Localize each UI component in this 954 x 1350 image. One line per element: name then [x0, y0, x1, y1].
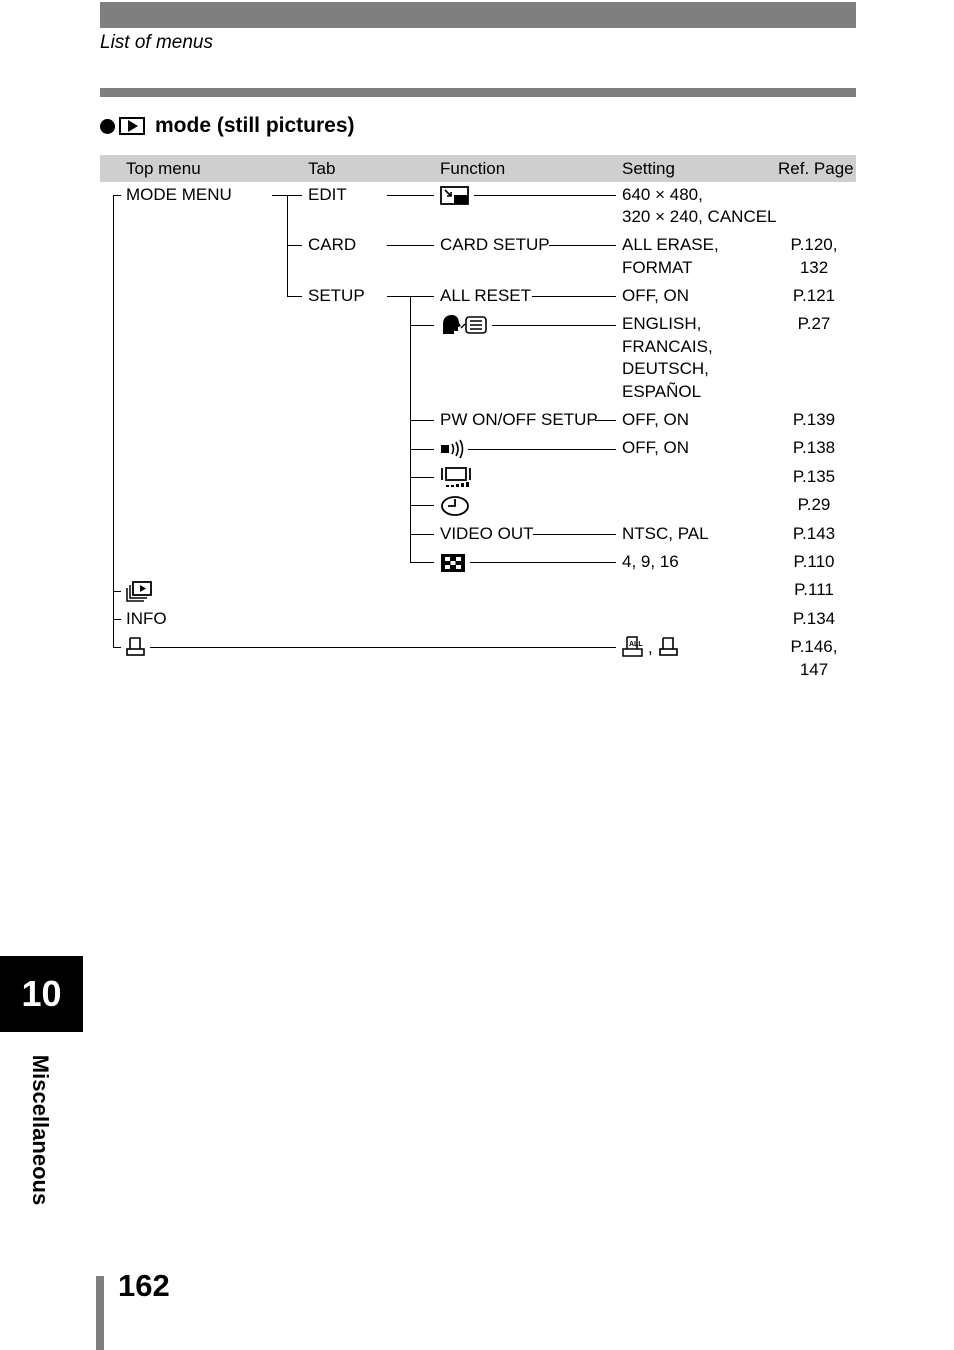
tab-setup: SETUP	[308, 286, 365, 305]
setting-resize-1: 640 × 480,	[622, 185, 703, 204]
svg-text:ALL: ALL	[629, 641, 643, 648]
setting-index: 4, 9, 16	[622, 552, 679, 571]
ref-print-2: 147	[799, 660, 829, 679]
ref-pw: P.139	[792, 410, 836, 429]
language-icon	[440, 314, 490, 336]
ref-slideshow: P.111	[794, 580, 834, 599]
monitor-brightness-icon	[440, 467, 472, 489]
chapter-label: Miscellaneous	[28, 1054, 53, 1206]
tab-card: CARD	[308, 235, 357, 254]
print-order-icon	[126, 637, 146, 657]
all-print-icon	[622, 636, 646, 658]
page-number: 162	[118, 1268, 170, 1303]
ref-beep: P.138	[792, 438, 836, 457]
header-top-menu: Top menu	[126, 159, 201, 178]
print-icon	[659, 637, 679, 657]
setting-card-1: ALL ERASE,	[622, 235, 719, 254]
setting-language-1: ENGLISH,	[622, 314, 702, 333]
header-bar-top	[100, 2, 856, 28]
ref-print-1: P.146,	[790, 637, 838, 656]
bullet-icon	[100, 119, 115, 134]
setting-pw: OFF, ON	[622, 410, 690, 429]
header-bar-bottom	[100, 88, 856, 97]
setting-card-2: FORMAT	[622, 258, 693, 277]
header-function: Function	[440, 159, 506, 178]
chapter-number: 10	[0, 956, 83, 1032]
header-setting: Setting	[622, 159, 675, 178]
header-tab: Tab	[308, 159, 336, 178]
setting-beep: OFF, ON	[622, 438, 690, 457]
header-ref-page: Ref. Page	[778, 159, 854, 178]
setting-language-3: DEUTSCH,	[622, 359, 709, 378]
ref-all-reset: P.121	[792, 286, 836, 305]
function-pw-setup: PW ON/OFF SETUP	[440, 410, 598, 429]
setting-resize-2: 320 × 240, CANCEL	[622, 207, 777, 226]
setting-language-2: FRANCAIS,	[622, 337, 713, 356]
setting-video-out: NTSC, PAL	[622, 524, 709, 543]
page-number-bar	[96, 1276, 104, 1350]
section-title	[100, 114, 355, 138]
beep-icon	[440, 439, 468, 459]
top-menu-info: INFO	[126, 609, 167, 628]
function-video-out: VIDEO OUT	[440, 524, 534, 543]
function-all-reset: ALL RESET	[440, 286, 532, 305]
ref-monitor: P.135	[792, 467, 836, 486]
table-header	[100, 155, 856, 182]
ref-card-1: P.120,	[790, 235, 838, 254]
tab-edit: EDIT	[308, 185, 347, 204]
header-subtitle: List of menus	[100, 32, 213, 53]
setting-language-4: ESPAÑOL	[622, 382, 702, 401]
slideshow-icon	[125, 580, 155, 602]
section-title-text: mode (still pictures)	[155, 114, 355, 137]
resize-icon	[440, 186, 470, 206]
index-display-icon	[440, 553, 466, 573]
clock-icon	[440, 495, 470, 517]
ref-info: P.134	[792, 609, 836, 628]
ref-card-2: 132	[799, 258, 829, 277]
playback-icon	[119, 117, 145, 135]
ref-language: P.27	[797, 314, 831, 333]
ref-video-out: P.143	[792, 524, 836, 543]
setting-print-separator: ,	[648, 638, 653, 657]
ref-index: P.110	[793, 552, 835, 571]
ref-clock: P.29	[797, 495, 831, 514]
top-menu-mode-menu: MODE MENU	[126, 185, 232, 204]
setting-all-reset: OFF, ON	[622, 286, 690, 305]
function-card-setup: CARD SETUP	[440, 235, 550, 254]
